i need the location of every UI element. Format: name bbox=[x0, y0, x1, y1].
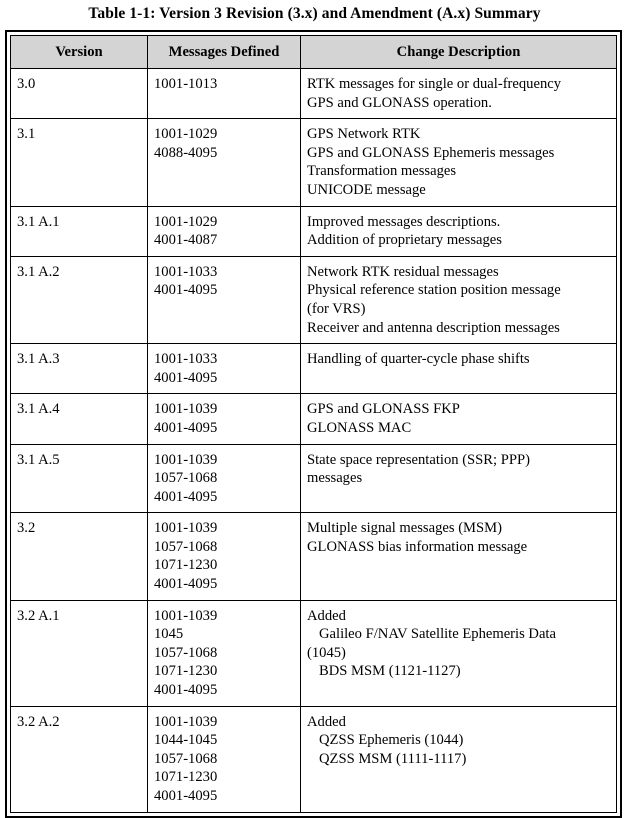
version-text: 3.1 A.3 bbox=[17, 351, 60, 368]
message-range: 4001-4095 bbox=[154, 419, 218, 436]
messages-cell bbox=[148, 444, 301, 513]
messages-cell bbox=[148, 513, 301, 600]
message-range: 1001-1039 bbox=[154, 401, 218, 418]
version-cell bbox=[11, 69, 148, 119]
message-range: 4088-4095 bbox=[154, 144, 218, 161]
description-cell bbox=[301, 706, 617, 812]
message-range: 1001-1039 bbox=[154, 713, 218, 730]
message-range: 4001-4095 bbox=[154, 282, 218, 299]
messages-cell bbox=[148, 119, 301, 206]
version-cell bbox=[11, 394, 148, 444]
message-range: 4001-4095 bbox=[154, 488, 218, 505]
message-range: 1071-1230 bbox=[154, 663, 218, 680]
summary-table-frame bbox=[5, 30, 622, 818]
messages-cell bbox=[148, 706, 301, 812]
description-line: messages bbox=[307, 470, 363, 487]
message-range: 4001-4095 bbox=[154, 576, 218, 593]
version-text: 3.0 bbox=[17, 76, 36, 92]
message-range: 1057-1068 bbox=[154, 750, 218, 767]
table-row bbox=[11, 600, 617, 706]
description-line: GPS and GLONASS operation. bbox=[307, 94, 492, 111]
message-range: 1071-1230 bbox=[154, 557, 218, 574]
message-range: 4001-4095 bbox=[154, 369, 218, 386]
description-line: GPS and GLONASS FKP bbox=[307, 401, 460, 418]
message-range: 4001-4095 bbox=[154, 788, 218, 804]
description-cell bbox=[301, 344, 617, 394]
version-cell bbox=[11, 444, 148, 513]
description-line: BDS MSM (1121-1127) bbox=[319, 663, 461, 680]
description-cell bbox=[301, 600, 617, 706]
table-row bbox=[11, 256, 617, 343]
description-cell bbox=[301, 256, 617, 343]
message-range: 4001-4087 bbox=[154, 232, 218, 249]
version-cell bbox=[11, 513, 148, 600]
table-row bbox=[11, 444, 617, 513]
description-line: GPS and GLONASS Ephemeris messages bbox=[307, 144, 555, 161]
description-cell bbox=[301, 513, 617, 600]
message-range: 1057-1068 bbox=[154, 470, 218, 487]
table-row bbox=[11, 69, 617, 119]
description-line: QZSS Ephemeris (1044) bbox=[319, 732, 464, 749]
version-cell bbox=[11, 206, 148, 256]
description-cell bbox=[301, 69, 617, 119]
description-line: GLONASS bias information message bbox=[307, 538, 528, 555]
description-line: Network RTK residual messages bbox=[307, 263, 499, 280]
description-line: (1045) bbox=[307, 644, 346, 661]
message-range: 1001-1029 bbox=[154, 126, 218, 143]
table-row bbox=[11, 706, 617, 812]
message-range: 1001-1013 bbox=[154, 76, 218, 92]
description-line: GLONASS MAC bbox=[307, 419, 412, 436]
version-cell bbox=[11, 119, 148, 206]
description-line: Handling of quarter-cycle phase shifts bbox=[307, 351, 530, 368]
description-line: RTK messages for single or dual-frequency bbox=[307, 76, 562, 92]
description-cell bbox=[301, 444, 617, 513]
description-line: GPS Network RTK bbox=[307, 126, 421, 143]
message-range: 1045 bbox=[154, 626, 184, 643]
version-cell bbox=[11, 600, 148, 706]
version-text: 3.1 A.5 bbox=[17, 451, 60, 468]
message-range: 1001-1029 bbox=[154, 213, 218, 230]
message-range: 1044-1045 bbox=[154, 732, 218, 749]
description-line: Physical reference station position message bbox=[307, 282, 561, 299]
message-range: 1057-1068 bbox=[154, 644, 218, 661]
description-line: UNICODE message bbox=[307, 181, 426, 198]
version-cell bbox=[11, 344, 148, 394]
description-line: Addition of proprietary messages bbox=[307, 232, 502, 249]
version-cell bbox=[11, 706, 148, 812]
description-cell bbox=[301, 206, 617, 256]
description-line: Added bbox=[307, 713, 346, 730]
messages-cell bbox=[148, 344, 301, 394]
description-line: Galileo F/NAV Satellite Ephemeris Data bbox=[319, 626, 556, 643]
version-text: 3.2 A.1 bbox=[17, 607, 60, 624]
message-range: 1057-1068 bbox=[154, 538, 218, 555]
description-line: QZSS MSM (1111-1117) bbox=[319, 750, 467, 767]
table-row bbox=[11, 513, 617, 600]
header-messages-defined: Messages Defined bbox=[148, 36, 301, 69]
version-text: 3.1 A.4 bbox=[17, 401, 60, 418]
message-range: 1001-1039 bbox=[154, 607, 218, 624]
table-caption: Table 1-1: Version 3 Revision (3.x) and Amendment (A.x) Summary bbox=[88, 5, 541, 22]
messages-cell bbox=[148, 256, 301, 343]
description-line: Added bbox=[307, 607, 346, 624]
description-line: Receiver and antenna description messages bbox=[307, 319, 560, 336]
table-row bbox=[11, 206, 617, 256]
table-row bbox=[11, 344, 617, 394]
messages-cell bbox=[148, 69, 301, 119]
description-cell bbox=[301, 119, 617, 206]
version-cell bbox=[11, 256, 148, 343]
table-row bbox=[11, 394, 617, 444]
version-text: 3.1 A.2 bbox=[17, 263, 60, 280]
version-text: 3.1 A.1 bbox=[17, 213, 60, 230]
messages-cell bbox=[148, 206, 301, 256]
message-range: 1001-1039 bbox=[154, 520, 218, 537]
description-line: (for VRS) bbox=[307, 300, 366, 317]
description-cell bbox=[301, 394, 617, 444]
header-version: Version bbox=[11, 36, 148, 69]
message-range: 1001-1033 bbox=[154, 351, 218, 368]
version-text: 3.2 bbox=[17, 520, 36, 537]
table-header-row bbox=[11, 36, 617, 69]
table-row bbox=[11, 119, 617, 206]
description-line: State space representation (SSR; PPP) bbox=[307, 451, 530, 468]
description-line: Transformation messages bbox=[307, 163, 457, 180]
description-line: Multiple signal messages (MSM) bbox=[307, 520, 502, 537]
message-range: 1001-1039 bbox=[154, 451, 218, 468]
messages-cell bbox=[148, 394, 301, 444]
message-range: 4001-4095 bbox=[154, 682, 218, 699]
version-text: 3.1 bbox=[17, 126, 36, 143]
message-range: 1071-1230 bbox=[154, 769, 218, 786]
version-summary-table bbox=[10, 35, 617, 813]
messages-cell bbox=[148, 600, 301, 706]
description-line: Improved messages descriptions. bbox=[307, 213, 501, 230]
version-text: 3.2 A.2 bbox=[17, 713, 60, 730]
table-body bbox=[11, 69, 617, 813]
header-change-description: Change Description bbox=[301, 36, 617, 69]
message-range: 1001-1033 bbox=[154, 263, 218, 280]
